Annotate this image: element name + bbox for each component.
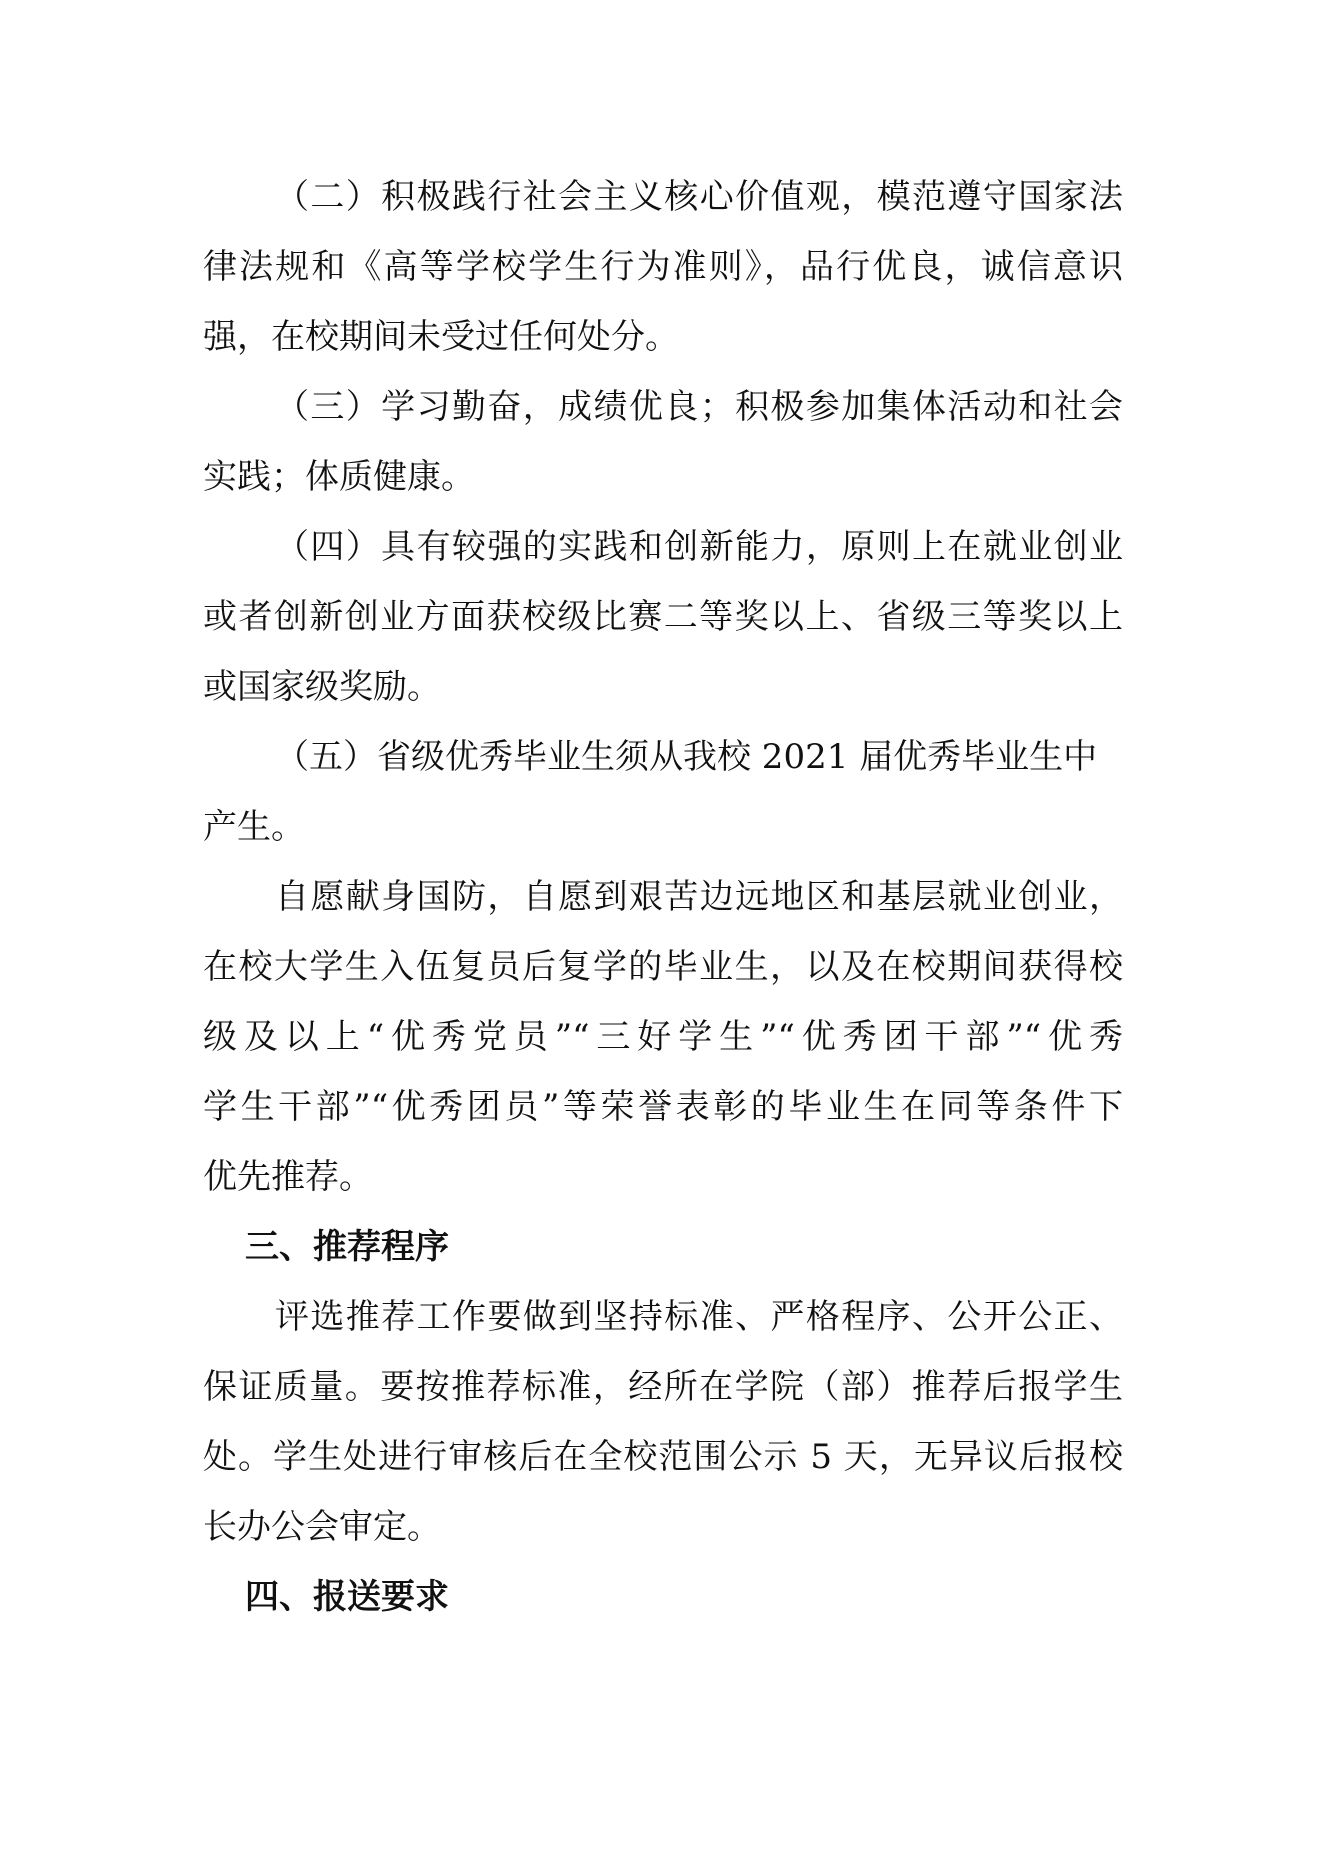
paragraph-line: 强，在校期间未受过任何处分。 <box>203 317 679 357</box>
paragraph-line: 自愿献身国防，自愿到艰苦边远地区和基层就业创业， <box>275 877 1123 917</box>
paragraph-line: 长办公会审定。 <box>203 1507 441 1547</box>
paragraph-line: 保证质量。要按推荐标准，经所在学院（部）推荐后报学生 <box>203 1367 1123 1407</box>
paragraph-line: 级及以上“优秀党员”“三好学生”“优秀团干部”“优秀 <box>203 1017 1123 1057</box>
paragraph-line: （四）具有较强的实践和创新能力，原则上在就业创业 <box>275 527 1123 567</box>
paragraph-line: 优先推荐。 <box>203 1157 373 1197</box>
paragraph-line: 产生。 <box>203 807 305 847</box>
paragraph-line: 律法规和《高等学校学生行为准则》，品行优良，诚信意识 <box>203 247 1123 287</box>
paragraph-line: （三）学习勤奋，成绩优良；积极参加集体活动和社会 <box>275 387 1123 427</box>
paragraph-line: 实践；体质健康。 <box>203 457 475 497</box>
paragraph-line: （五）省级优秀毕业生须从我校 2021 届优秀毕业生中 <box>275 737 1098 777</box>
paragraph-line: 在校大学生入伍复员后复学的毕业生，以及在校期间获得校 <box>203 947 1123 987</box>
paragraph-line: 评选推荐工作要做到坚持标准、严格程序、公开公正、 <box>275 1297 1123 1337</box>
section-heading-3: 三、推荐程序 <box>245 1227 449 1267</box>
paragraph-line: 或国家级奖励。 <box>203 667 441 707</box>
paragraph-line: （二）积极践行社会主义核心价值观，模范遵守国家法 <box>275 177 1123 217</box>
paragraph-line: 学生干部”“优秀团员”等荣誉表彰的毕业生在同等条件下 <box>203 1087 1123 1127</box>
paragraph-line: 处。学生处进行审核后在全校范围公示 5 天，无异议后报校 <box>203 1437 1123 1477</box>
paragraph-line: 或者创新创业方面获校级比赛二等奖以上、省级三等奖以上 <box>203 597 1123 637</box>
section-heading-4: 四、报送要求 <box>245 1577 449 1617</box>
